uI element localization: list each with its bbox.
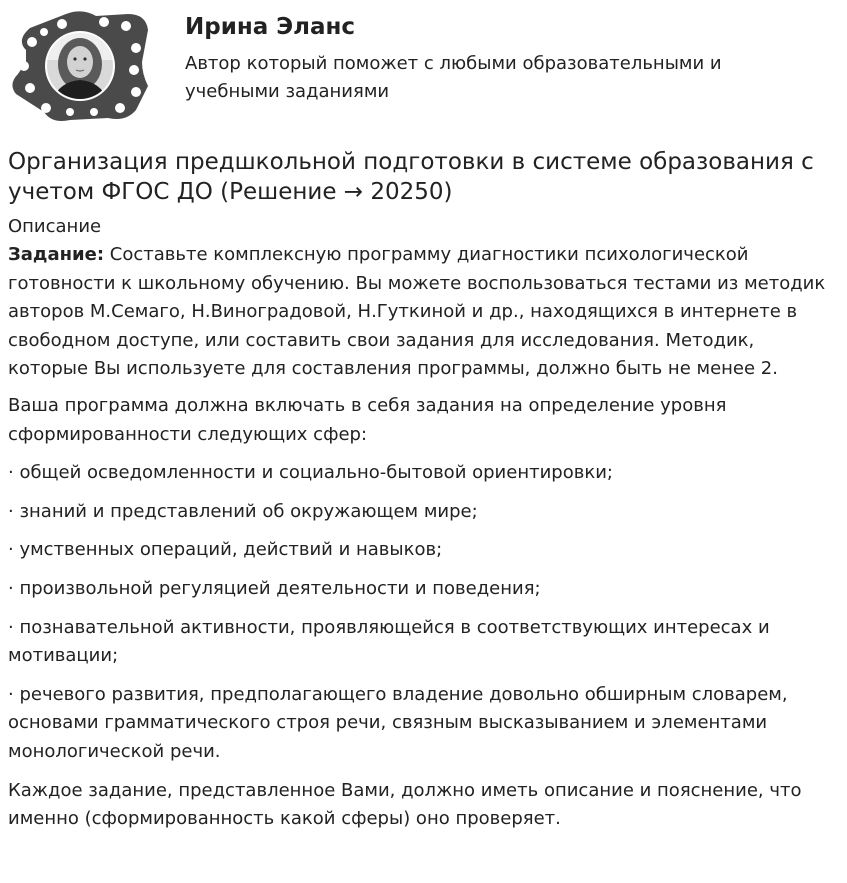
author-card xyxy=(8,8,838,124)
author-name[interactable]: Ирина Эланс xyxy=(185,14,356,40)
intro-paragraph: Ваша программа должна включать в себя задания на определение уровня сформированности следующих сфер: xyxy=(8,394,727,445)
list-item: · произвольной регуляцией деятельности и поведения; xyxy=(8,577,541,599)
list-item: · общей осведомленности и социально-бытовой ориентировки; xyxy=(8,462,613,484)
author-description: Автор который поможет с любыми образовательными и учебными заданиями xyxy=(185,53,722,102)
task-text: Составьте комплексную программу диагностики психологической готовности к школьному обучению. Вы можете воспользоваться тестами из методик авторов М.Семаго, Н.Виноградовой, Н.Гуткиной и др., находящихся в интернете в свободном доступе, или составить свои задания для исследования. Методик, которые Вы используете для составления программы, должно быть не менее 2. xyxy=(8,244,826,380)
list-item: · речевого развития, предполагающего владение довольно обширным словарем, основами грамматического строя речи, связным высказыванием и элементами монологической речи. xyxy=(8,683,788,762)
section-label-description: Описание xyxy=(8,216,102,237)
film-reel-avatar-icon xyxy=(8,8,153,124)
page-title: Организация предшкольной подготовки в системе образования с учетом ФГОС ДО (Решение → 20250) xyxy=(8,149,814,205)
task-paragraph xyxy=(8,241,838,384)
final-paragraph: Каждое задание, представленное Вами, должно иметь описание и пояснение, что именно (сформированность какой сферы) оно проверяет. xyxy=(8,779,802,830)
document-content xyxy=(8,147,838,844)
list-item: · умственных операций, действий и навыков; xyxy=(8,539,443,561)
list-item: · познавательной активности, проявляющейся в соответствующих интересах и мотивации; xyxy=(8,616,770,667)
task-label: Задание: xyxy=(8,244,105,265)
avatar[interactable] xyxy=(8,8,153,124)
list-item: · знаний и представлений об окружающем мире; xyxy=(8,500,478,522)
